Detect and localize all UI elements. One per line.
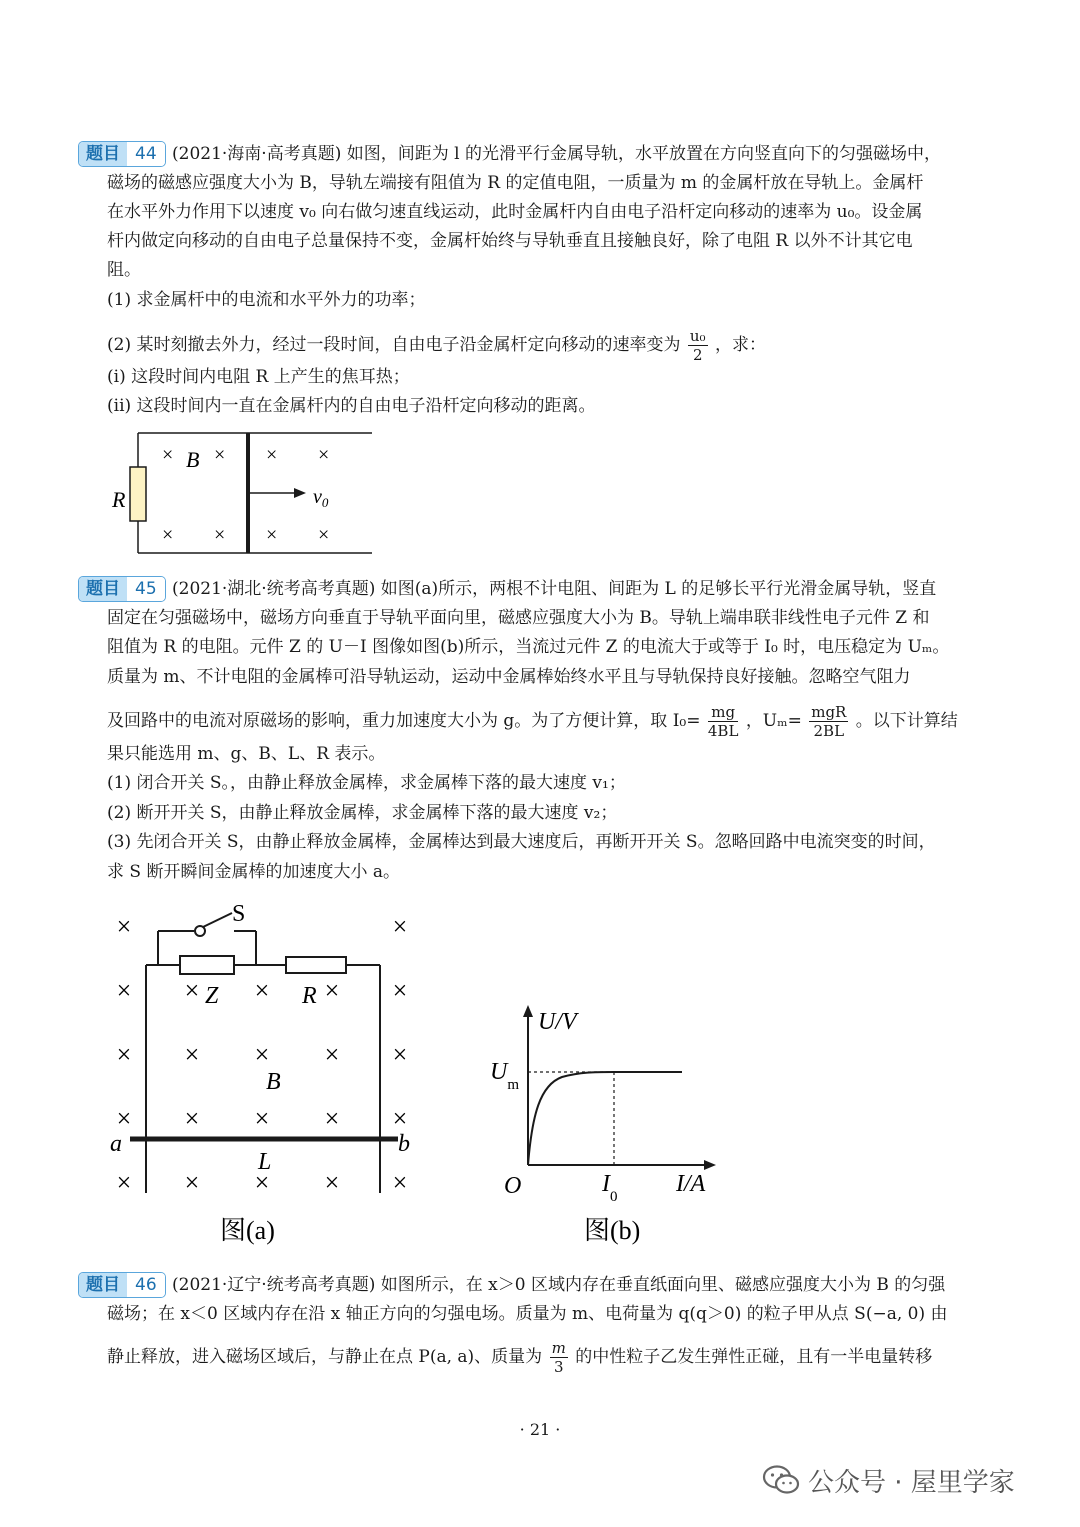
wechat-icon	[762, 1464, 800, 1496]
svg-text:×: ×	[254, 1040, 270, 1069]
caption-fig-b: 图(b)	[584, 1216, 641, 1245]
label-Z: Z	[205, 983, 219, 1009]
svg-text:×: ×	[116, 1168, 132, 1197]
q44-line-2: 磁场的磁感应强度大小为 B，导轨左端接有阻值为 R 的定值电阻，一质量为 m 的金属杆放在导轨上。金属杆	[107, 173, 924, 193]
cross-mark: ×	[162, 524, 174, 546]
svg-text:×: ×	[254, 976, 270, 1005]
resistor-R	[286, 957, 346, 973]
label-b: b	[398, 1131, 410, 1157]
svg-text:×: ×	[184, 976, 200, 1005]
q45-line-6: 果只能选用 m、g、B、L、R 表示。	[107, 744, 386, 764]
q46-line-3	[107, 1339, 932, 1376]
element-Z	[180, 956, 234, 974]
q45-frac-I0	[708, 703, 739, 740]
label-B: B	[266, 1069, 281, 1095]
q44-line-1: (2021·海南·高考真题) 如图，间距为 l 的光滑平行金属导轨，水平放置在方向竖直向下的匀强磁场中，	[172, 144, 941, 164]
q44-q2-text: (2) 某时刻撤去外力，经过一段时间，自由电子沿金属杆定向移动的速率变为	[107, 335, 681, 355]
label-Um: $U_m$	[490, 1059, 520, 1093]
page-number: · 21 ·	[519, 1420, 561, 1439]
q45-q3: (3) 先闭合开关 S，由静止释放金属棒，金属棒达到最大速度后，再断开开关 S。忽略回路中电流突变的时间，	[107, 832, 936, 852]
label-B: B	[186, 447, 200, 472]
cross-mark: ×	[162, 444, 174, 466]
q45-frac-I0-num: mg	[708, 703, 739, 722]
q45-line-5-text: 及回路中的电流对原磁场的影响，重力加速度大小为 g。为了方便计算，取 I₀=	[107, 711, 701, 731]
resistor-R	[130, 467, 146, 521]
q44-badge-number: 44	[127, 142, 165, 166]
svg-text:×: ×	[254, 1168, 270, 1197]
q44-line-4: 杆内做定向移动的自由电子总量保持不变，金属杆始终与导轨垂直且接触良好，除了电阻 R 以外不计其它电	[107, 231, 913, 251]
svg-text:×: ×	[116, 1040, 132, 1069]
q45-q3-cont: 求 S 断开瞬间金属棒的加速度大小 a。	[107, 862, 400, 882]
q44-line-5: 阻。	[107, 260, 141, 280]
svg-text:×: ×	[392, 1104, 408, 1133]
q45-figure-a-svg	[100, 895, 430, 1255]
q45-line-1: (2021·湖北·统考高考真题) 如图(a)所示，两根不计电阻、间距为 L 的足够长平行光滑金属导轨，竖直	[172, 579, 937, 599]
cross-mark: ×	[214, 444, 226, 466]
watermark	[762, 1460, 1015, 1500]
q45-frac-I0-den: 4BL	[707, 722, 739, 740]
label-R: R	[112, 487, 126, 512]
label-I0: $I_0$	[602, 1171, 618, 1205]
q44-sub-ii: (ii) 这段时间内一直在金属杆内的自由电子沿杆定向移动的距离。	[107, 396, 596, 416]
q44-q2-text-after: ，求：	[714, 335, 766, 355]
label-R: R	[302, 983, 317, 1009]
q45-line-5-mid: ，Uₘ=	[745, 711, 802, 731]
q45-figure-b-svg	[480, 995, 740, 1255]
cross-mark: ×	[266, 524, 278, 546]
q46-line-3-text: 静止释放，进入磁场区域后，与静止在点 P(a, a)、质量为	[107, 1347, 543, 1367]
q46-frac-den: 3	[553, 1358, 564, 1376]
svg-text:×: ×	[324, 976, 340, 1005]
q45-badge-label: 题目	[79, 577, 127, 601]
label-v0: $v_0$	[313, 486, 329, 510]
q46-line-3-after: 的中性粒子乙发生弹性正碰，且有一半电量转移	[575, 1347, 933, 1367]
q45-frac-Um	[809, 703, 848, 740]
label-L: L	[258, 1149, 272, 1175]
q45-badge	[78, 576, 166, 602]
q46-badge-label: 题目	[79, 1273, 127, 1297]
q46-line-2: 磁场；在 x＜0 区域内存在沿 x 轴正方向的匀强电场。质量为 m、电荷量为 q(q＞0) 的粒子甲从点 S(−a, 0) 由	[107, 1304, 948, 1324]
svg-text:×: ×	[184, 1104, 200, 1133]
cross-mark: ×	[266, 444, 278, 466]
q44-figure	[100, 425, 390, 565]
svg-text:×: ×	[392, 976, 408, 1005]
q45-line-3: 阻值为 R 的电阻。元件 Z 的 U－I 图像如图(b)所示，当流过元件 Z 的电流大于或等于 I₀ 时，电压稳定为 Uₘ。	[107, 637, 950, 657]
caption-fig-a: 图(a)	[220, 1216, 275, 1245]
q45-figure-b	[480, 995, 740, 1255]
svg-text:×: ×	[184, 1040, 200, 1069]
q44-badge-label: 题目	[79, 142, 127, 166]
x-axis-label: I/A	[676, 1171, 706, 1197]
svg-text:×: ×	[254, 1104, 270, 1133]
q45-figure-a	[100, 895, 430, 1255]
svg-text:×: ×	[324, 1040, 340, 1069]
svg-text:×: ×	[392, 1040, 408, 1069]
q44-sub-i: (i) 这段时间内电阻 R 上产生的焦耳热；	[107, 367, 410, 387]
svg-text:×: ×	[116, 1104, 132, 1133]
u-i-curve	[528, 1072, 682, 1165]
q45-q2: (2) 断开开关 S，由静止释放金属棒，求金属棒下落的最大速度 v₂；	[107, 803, 618, 823]
q44-q2-frac-den: 2	[692, 346, 703, 364]
q45-q1: (1) 闭合开关 S。，由静止释放金属棒，求金属棒下落的最大速度 v₁；	[107, 773, 626, 793]
svg-text:×: ×	[392, 1168, 408, 1197]
q45-line-2: 固定在匀强磁场中，磁场方向垂直于导轨平面向里，磁感应强度大小为 B。导轨上端串联非线性电子元件 Z 和	[107, 608, 930, 628]
label-a: a	[110, 1131, 122, 1157]
q44-q2-fraction	[688, 327, 708, 364]
y-axis-label: U/V	[538, 1009, 577, 1035]
svg-text:×: ×	[116, 912, 132, 941]
q45-frac-Um-num: mgR	[811, 703, 847, 721]
cross-mark: ×	[318, 524, 330, 546]
svg-text:×: ×	[116, 976, 132, 1005]
q44-q1: (1) 求金属杆中的电流和水平外力的功率；	[107, 290, 426, 310]
q46-badge	[78, 1272, 166, 1298]
watermark-text: 公众号 · 屋里学家	[808, 1467, 1015, 1498]
q44-q2	[107, 327, 766, 364]
q45-line-5-after: 。以下计算结	[855, 711, 958, 731]
q46-badge-number: 46	[127, 1273, 165, 1297]
q45-frac-Um-den: 2BL	[813, 722, 845, 740]
q45-badge-number: 45	[127, 577, 165, 601]
svg-text:×: ×	[392, 912, 408, 941]
q45-line-4: 质量为 m、不计电阻的金属棒可沿导轨运动，运动中金属棒始终水平且与导轨保持良好接触。忽略空气阻力	[107, 667, 911, 687]
q46-fraction	[550, 1339, 568, 1376]
q44-figure-svg	[100, 425, 390, 565]
q44-line-3: 在水平外力作用下以速度 v₀ 向右做匀速直线运动，此时金属杆内自由电子沿杆定向移动的速率为 u₀。设金属	[107, 202, 923, 222]
cross-mark: ×	[318, 444, 330, 466]
q44-badge	[78, 141, 166, 167]
origin-label: O	[504, 1173, 522, 1199]
svg-text:×: ×	[324, 1168, 340, 1197]
cross-mark: ×	[214, 524, 226, 546]
svg-text:×: ×	[184, 1168, 200, 1197]
q46-frac-num: m	[551, 1339, 566, 1357]
q46-line-1: (2021·辽宁·统考高考真题) 如图所示，在 x＞0 区域内存在垂直纸面向里、磁感应强度大小为 B 的匀强	[172, 1275, 946, 1295]
label-S: S	[232, 901, 246, 927]
q44-q2-frac-num: u₀	[689, 327, 706, 345]
svg-text:×: ×	[324, 1104, 340, 1133]
q45-line-5	[107, 703, 958, 740]
